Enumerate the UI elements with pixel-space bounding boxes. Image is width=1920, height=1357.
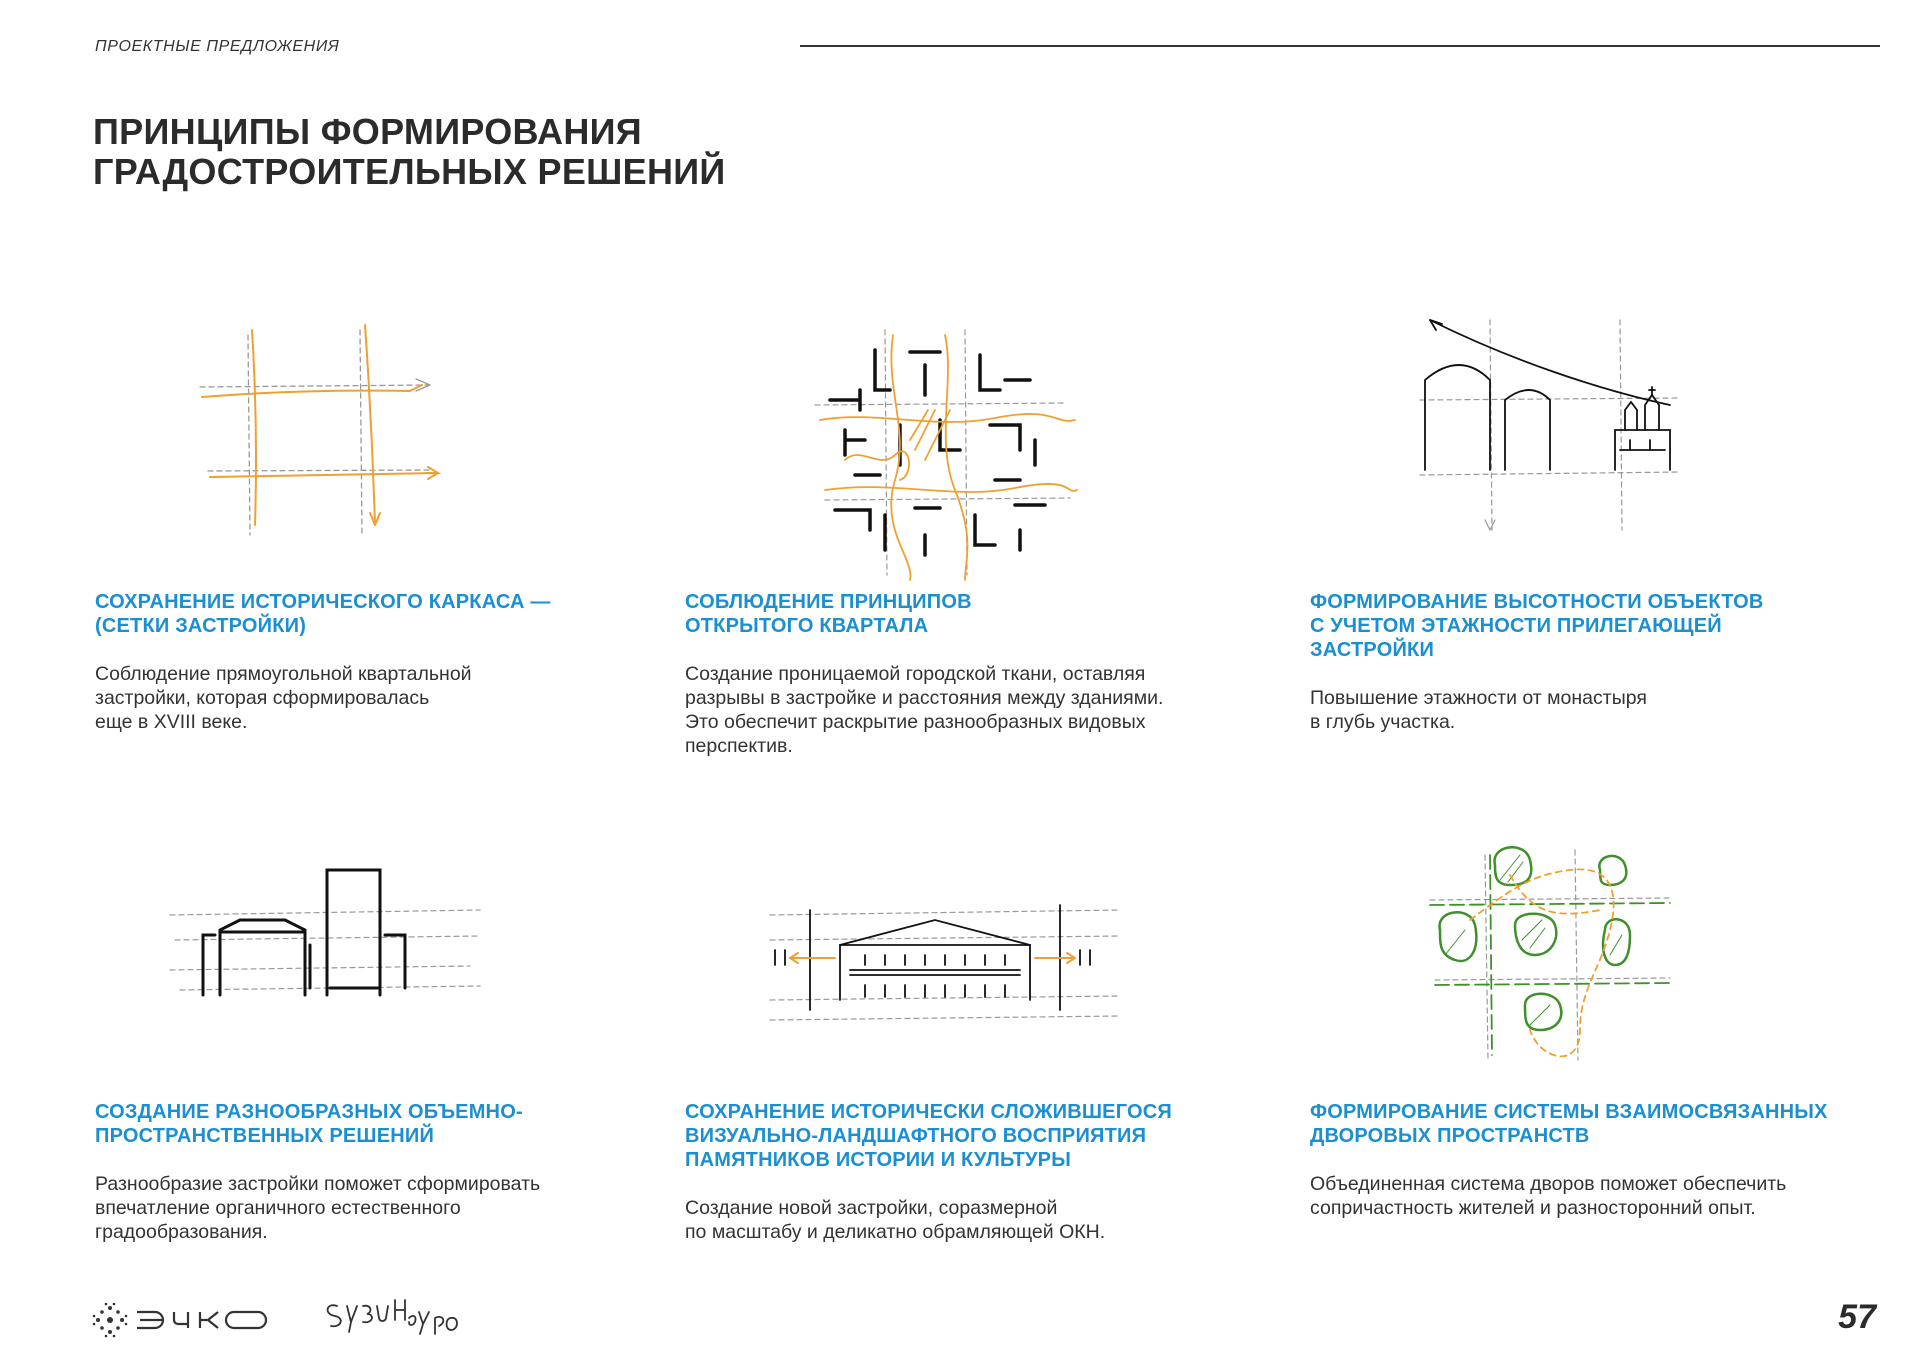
principle-text-line: разрывы в застройке и расстояния между зданиями. (685, 687, 1164, 709)
building-height-sketch-icon (1420, 320, 1720, 570)
principle-title-line: ОТКРЫТОГО КВАРТАЛА (685, 615, 929, 637)
page-title-line-1: ПРИНЦИПЫ ФОРМИРОВАНИЯ (93, 111, 642, 152)
principle-title-line: СОБЛЮДЕНИЕ ПРИНЦИПОВ (685, 591, 972, 613)
heritage-facade-sketch-icon (770, 900, 1130, 1050)
historic-grid-sketch-icon (200, 325, 540, 565)
principle-card-historic-grid (95, 300, 695, 750)
header-divider (800, 45, 1880, 47)
principle-text-line: в глубь участка. (1310, 711, 1456, 733)
principle-description (1310, 1172, 1786, 1220)
principle-title-line: ФОРМИРОВАНИЕ ВЫСОТНОСТИ ОБЪЕКТОВ (1310, 591, 1764, 613)
principle-title (685, 1100, 1172, 1172)
principle-title-line: ДВОРОВЫХ ПРОСТРАНСТВ (1310, 1125, 1590, 1147)
principle-title-line: ПРОСТРАНСТВЕННЫХ РЕШЕНИЙ (95, 1125, 435, 1147)
principle-title-line: СОХРАНЕНИЕ ИСТОРИЧЕСКОГО КАРКАСА — (95, 591, 551, 613)
principle-title-line: ЗАСТРОЙКИ (1310, 639, 1435, 661)
principle-description (685, 1196, 1105, 1244)
principle-card-building-height (1310, 300, 1910, 750)
principle-card-courtyard-system (1310, 810, 1910, 1260)
principle-text-line: сопричастность жителей и разносторонний опыт. (1310, 1197, 1756, 1219)
page-title (93, 112, 726, 192)
principle-text-line: Объединенная система дворов поможет обеспечить (1310, 1173, 1787, 1195)
courtyard-system-sketch-icon (1430, 830, 1690, 1070)
principle-text-line: Разнообразие застройки поможет сформировать (95, 1173, 541, 1195)
principle-text-line: Повышение этажности от монастыря (1310, 687, 1647, 709)
page-title-line-2: ГРАДОСТРОИТЕЛЬНЫХ РЕШЕНИЙ (93, 151, 726, 192)
principle-title (1310, 1100, 1828, 1148)
page-number: 57 (1838, 1298, 1876, 1336)
principle-title-line: ПАМЯТНИКОВ ИСТОРИИ И КУЛЬТУРЫ (685, 1149, 1071, 1171)
section-label: ПРОЕКТНЫЕ ПРЕДЛОЖЕНИЯ (95, 38, 340, 55)
principle-text-line: Это обеспечит раскрытие разнообразных видовых (685, 711, 1146, 733)
principle-title (685, 590, 972, 638)
principle-text-line: перспектив. (685, 735, 793, 757)
principle-title-line: ВИЗУАЛЬНО-ЛАНДШАФТНОГО ВОСПРИЯТИЯ (685, 1125, 1147, 1147)
principle-text-line: Создание проницаемой городской ткани, оставляя (685, 663, 1146, 685)
principle-text-line: Соблюдение прямоугольной квартальной (95, 663, 472, 685)
principle-card-open-block (685, 300, 1285, 770)
principle-description (1310, 686, 1647, 734)
principle-text-line: по масштабу и деликатно обрамляющей ОКН. (685, 1221, 1106, 1243)
enko-logo-icon (92, 1300, 282, 1340)
principle-description (95, 662, 472, 734)
principle-title (95, 1100, 523, 1148)
principle-text-line: застройки, которая сформировалась (95, 687, 430, 709)
spatial-volumes-sketch-icon (170, 860, 500, 1010)
principle-title-line: СОХРАНЕНИЕ ИСТОРИЧЕСКИ СЛОЖИВШЕГОСЯ (685, 1101, 1172, 1123)
principle-text-line: впечатление органичного естественного (95, 1197, 461, 1219)
principle-text-line: градообразования. (95, 1221, 268, 1243)
principle-title-line: ФОРМИРОВАНИЕ СИСТЕМЫ ВЗАИМОСВЯЗАННЫХ (1310, 1101, 1828, 1123)
principle-title (1310, 590, 1764, 662)
open-block-sketch-icon (815, 330, 1115, 570)
principle-card-spatial-volumes (95, 810, 695, 1260)
principle-text-line: Создание новой застройки, соразмерной (685, 1197, 1058, 1219)
suzun-buro-logo-icon (325, 1292, 475, 1342)
principle-title-line: (СЕТКИ ЗАСТРОЙКИ) (95, 615, 307, 637)
principle-title-line: С УЧЕТОМ ЭТАЖНОСТИ ПРИЛЕГАЮЩЕЙ (1310, 615, 1722, 637)
principle-title-line: СОЗДАНИЕ РАЗНООБРАЗНЫХ ОБЪЕМНО- (95, 1101, 523, 1123)
principle-description (685, 662, 1163, 758)
principle-text-line: еще в XVIII веке. (95, 711, 248, 733)
principle-title (95, 590, 551, 638)
principle-description (95, 1172, 540, 1244)
principle-card-heritage-perception (685, 810, 1285, 1280)
